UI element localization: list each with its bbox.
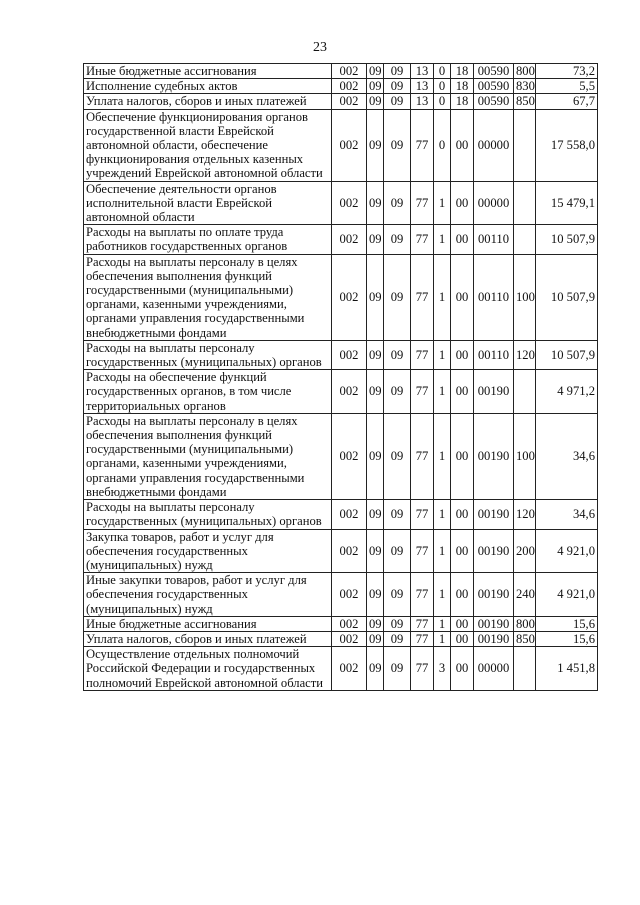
target-program-code: 77 [411, 500, 434, 529]
expense-type-code: 200 [514, 529, 536, 573]
amount: 10 507,9 [536, 225, 598, 254]
target-program-code: 13 [411, 79, 434, 94]
section-code: 09 [367, 370, 384, 414]
target-direction-code: 00190 [474, 413, 514, 499]
table-row [84, 413, 598, 499]
amount: 34,6 [536, 413, 598, 499]
section-code: 09 [367, 94, 384, 109]
target-program-code: 77 [411, 225, 434, 254]
section-code: 09 [367, 181, 384, 225]
subsection-code: 09 [384, 647, 411, 691]
table-row [84, 94, 598, 109]
target-direction-code: 00190 [474, 616, 514, 631]
target-subprogram-code: 1 [434, 181, 451, 225]
row-name: Уплата налогов, сборов и иных платежей [84, 94, 332, 109]
subsection-code: 09 [384, 616, 411, 631]
subsection-code: 09 [384, 340, 411, 369]
target-event-code: 00 [451, 647, 474, 691]
target-event-code: 00 [451, 254, 474, 340]
ministry-code: 002 [332, 225, 367, 254]
table-row [84, 109, 598, 181]
expense-type-code: 850 [514, 94, 536, 109]
amount: 4 921,0 [536, 529, 598, 573]
section-code: 09 [367, 631, 384, 646]
expense-type-code: 800 [514, 64, 536, 79]
row-name: Иные закупки товаров, работ и услуг для обеспечения государственных (муниципальных) нужд [84, 573, 332, 617]
target-event-code: 00 [451, 340, 474, 369]
target-subprogram-code: 0 [434, 94, 451, 109]
subsection-code: 09 [384, 631, 411, 646]
expense-type-code [514, 647, 536, 691]
target-direction-code: 00000 [474, 109, 514, 181]
target-subprogram-code: 1 [434, 340, 451, 369]
table-row [84, 529, 598, 573]
target-event-code: 18 [451, 94, 474, 109]
target-subprogram-code: 0 [434, 109, 451, 181]
target-subprogram-code: 1 [434, 254, 451, 340]
target-program-code: 13 [411, 64, 434, 79]
target-subprogram-code: 1 [434, 500, 451, 529]
subsection-code: 09 [384, 529, 411, 573]
target-subprogram-code: 1 [434, 225, 451, 254]
ministry-code: 002 [332, 94, 367, 109]
section-code: 09 [367, 225, 384, 254]
section-code: 09 [367, 647, 384, 691]
target-event-code: 00 [451, 181, 474, 225]
expense-type-code [514, 181, 536, 225]
row-name: Расходы на выплаты по оплате труда работников государственных органов [84, 225, 332, 254]
subsection-code: 09 [384, 370, 411, 414]
target-event-code: 00 [451, 529, 474, 573]
table-row [84, 647, 598, 691]
amount: 34,6 [536, 500, 598, 529]
section-code: 09 [367, 254, 384, 340]
target-direction-code: 00590 [474, 94, 514, 109]
ministry-code: 002 [332, 340, 367, 369]
table-row [84, 631, 598, 646]
target-event-code: 00 [451, 631, 474, 646]
target-subprogram-code: 1 [434, 529, 451, 573]
target-subprogram-code: 0 [434, 64, 451, 79]
target-subprogram-code: 1 [434, 631, 451, 646]
row-name: Расходы на выплаты персоналу государственных (муниципальных) органов [84, 340, 332, 369]
expense-type-code: 120 [514, 500, 536, 529]
expense-type-code: 850 [514, 631, 536, 646]
subsection-code: 09 [384, 413, 411, 499]
ministry-code: 002 [332, 616, 367, 631]
target-event-code: 00 [451, 573, 474, 617]
target-program-code: 77 [411, 616, 434, 631]
target-direction-code: 00190 [474, 500, 514, 529]
amount: 15 479,1 [536, 181, 598, 225]
table-body [84, 64, 598, 691]
subsection-code: 09 [384, 79, 411, 94]
row-name: Иные бюджетные ассигнования [84, 64, 332, 79]
subsection-code: 09 [384, 254, 411, 340]
expense-type-code: 240 [514, 573, 536, 617]
table-row [84, 181, 598, 225]
section-code: 09 [367, 500, 384, 529]
target-subprogram-code: 1 [434, 413, 451, 499]
ministry-code: 002 [332, 181, 367, 225]
ministry-code: 002 [332, 631, 367, 646]
table-row [84, 500, 598, 529]
target-direction-code: 00590 [474, 79, 514, 94]
subsection-code: 09 [384, 109, 411, 181]
target-direction-code: 00000 [474, 647, 514, 691]
target-direction-code: 00110 [474, 225, 514, 254]
expense-type-code: 100 [514, 413, 536, 499]
target-direction-code: 00190 [474, 573, 514, 617]
table-row [84, 79, 598, 94]
target-direction-code: 00110 [474, 254, 514, 340]
target-program-code: 77 [411, 631, 434, 646]
table-row [84, 64, 598, 79]
ministry-code: 002 [332, 529, 367, 573]
target-direction-code: 00590 [474, 64, 514, 79]
ministry-code: 002 [332, 109, 367, 181]
section-code: 09 [367, 573, 384, 617]
expense-type-code [514, 225, 536, 254]
target-event-code: 00 [451, 413, 474, 499]
target-program-code: 77 [411, 340, 434, 369]
row-name: Обеспечение функционирования органов государственной власти Еврейской автономной области, обеспечение функционирования отдельных казенных учреждений Еврейской автономной области [84, 109, 332, 181]
target-program-code: 13 [411, 94, 434, 109]
section-code: 09 [367, 413, 384, 499]
section-code: 09 [367, 340, 384, 369]
row-name: Расходы на выплаты персоналу государственных (муниципальных) органов [84, 500, 332, 529]
table-row [84, 254, 598, 340]
section-code: 09 [367, 529, 384, 573]
subsection-code: 09 [384, 500, 411, 529]
target-event-code: 18 [451, 64, 474, 79]
amount: 73,2 [536, 64, 598, 79]
ministry-code: 002 [332, 370, 367, 414]
section-code: 09 [367, 616, 384, 631]
amount: 67,7 [536, 94, 598, 109]
row-name: Исполнение судебных актов [84, 79, 332, 94]
amount: 17 558,0 [536, 109, 598, 181]
row-name: Закупка товаров, работ и услуг для обеспечения государственных (муниципальных) нужд [84, 529, 332, 573]
expense-type-code: 100 [514, 254, 536, 340]
amount: 10 507,9 [536, 340, 598, 369]
target-direction-code: 00190 [474, 370, 514, 414]
subsection-code: 09 [384, 573, 411, 617]
table-row [84, 370, 598, 414]
target-program-code: 77 [411, 370, 434, 414]
ministry-code: 002 [332, 64, 367, 79]
target-program-code: 77 [411, 529, 434, 573]
ministry-code: 002 [332, 79, 367, 94]
target-event-code: 00 [451, 616, 474, 631]
subsection-code: 09 [384, 64, 411, 79]
amount: 1 451,8 [536, 647, 598, 691]
table-row [84, 616, 598, 631]
ministry-code: 002 [332, 500, 367, 529]
target-program-code: 77 [411, 181, 434, 225]
table-row [84, 340, 598, 369]
row-name: Уплата налогов, сборов и иных платежей [84, 631, 332, 646]
target-event-code: 00 [451, 225, 474, 254]
expense-type-code [514, 109, 536, 181]
row-name: Осуществление отдельных полномочий Российской Федерации и государственных полномочий Еврейской автономной области [84, 647, 332, 691]
section-code: 09 [367, 64, 384, 79]
expense-type-code [514, 370, 536, 414]
row-name: Расходы на выплаты персоналу в целях обеспечения выполнения функций государственными (муниципальными) органами, казенными учреждениями, органами управления государственными внебюджетными фондами [84, 413, 332, 499]
amount: 10 507,9 [536, 254, 598, 340]
row-name: Иные бюджетные ассигнования [84, 616, 332, 631]
target-event-code: 18 [451, 79, 474, 94]
subsection-code: 09 [384, 225, 411, 254]
expense-type-code: 800 [514, 616, 536, 631]
target-direction-code: 00000 [474, 181, 514, 225]
subsection-code: 09 [384, 94, 411, 109]
target-program-code: 77 [411, 573, 434, 617]
row-name: Расходы на выплаты персоналу в целях обеспечения выполнения функций государственными (муниципальными) органами, казенными учреждениями, органами управления государственными внебюджетными фондами [84, 254, 332, 340]
target-direction-code: 00190 [474, 529, 514, 573]
target-direction-code: 00190 [474, 631, 514, 646]
ministry-code: 002 [332, 573, 367, 617]
row-name: Обеспечение деятельности органов исполнительной власти Еврейской автономной области [84, 181, 332, 225]
expense-type-code: 120 [514, 340, 536, 369]
target-program-code: 77 [411, 413, 434, 499]
budget-table [83, 63, 598, 691]
amount: 15,6 [536, 616, 598, 631]
amount: 15,6 [536, 631, 598, 646]
table-row [84, 225, 598, 254]
target-event-code: 00 [451, 109, 474, 181]
ministry-code: 002 [332, 647, 367, 691]
target-subprogram-code: 1 [434, 573, 451, 617]
expense-type-code: 830 [514, 79, 536, 94]
target-subprogram-code: 1 [434, 616, 451, 631]
target-subprogram-code: 1 [434, 370, 451, 414]
page-number: 23 [313, 40, 327, 55]
target-event-code: 00 [451, 500, 474, 529]
amount: 5,5 [536, 79, 598, 94]
section-code: 09 [367, 109, 384, 181]
target-subprogram-code: 0 [434, 79, 451, 94]
ministry-code: 002 [332, 254, 367, 340]
section-code: 09 [367, 79, 384, 94]
target-direction-code: 00110 [474, 340, 514, 369]
subsection-code: 09 [384, 181, 411, 225]
target-program-code: 77 [411, 254, 434, 340]
row-name: Расходы на обеспечение функций государственных органов, в том числе территориальных органов [84, 370, 332, 414]
target-program-code: 77 [411, 647, 434, 691]
amount: 4 921,0 [536, 573, 598, 617]
target-subprogram-code: 3 [434, 647, 451, 691]
target-event-code: 00 [451, 370, 474, 414]
table-row [84, 573, 598, 617]
ministry-code: 002 [332, 413, 367, 499]
amount: 4 971,2 [536, 370, 598, 414]
target-program-code: 77 [411, 109, 434, 181]
